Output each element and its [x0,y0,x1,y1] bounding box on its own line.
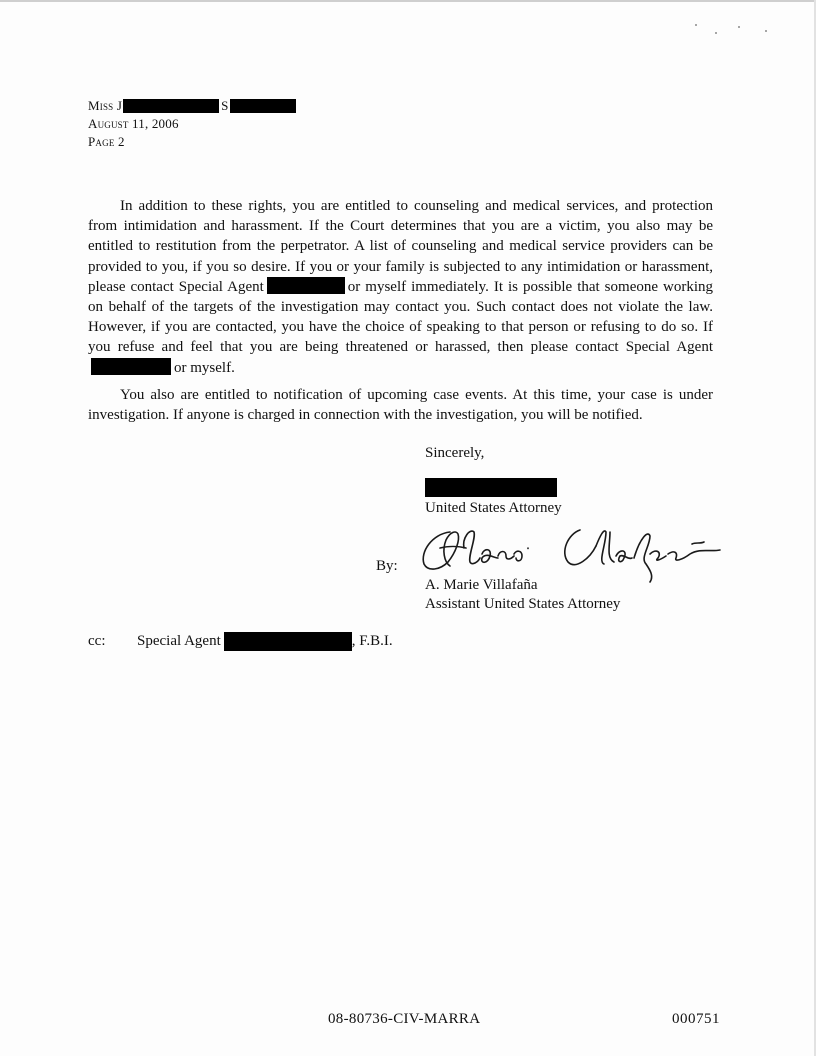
letter-date: August 11, 2006 [88,116,179,131]
cc-label: cc: [88,633,106,649]
cc-line [88,631,393,651]
paragraph-text: You also are entitled to notification of upcoming case events. At this time, your case is under investigation. If anyone is charged in connection with the investigation, you will be notified. [88,387,713,424]
scan-speck [695,24,697,26]
notification-paragraph [88,385,713,425]
paragraph-text: In addition to these rights, you are entitled to counseling and medical services, and protection from intimidation and harassment. If the Court determines that you are a victim, you also may be entitled to restitution from the perpetrator. A list of counseling and medical service providers can be provided to you, if you so desire. If you or your family is subjected to any intimidation or harassment, please contact Special Agent [88,198,713,295]
cc-recipient-prefix: Special Agent [137,633,221,649]
signer-title: Assistant United States Attorney [425,596,621,612]
recipient-initial: S [221,98,229,113]
closing-salutation: Sincerely, [425,445,485,461]
signer-name: A. Marie Villafaña [425,577,538,593]
redaction-bar [91,358,171,375]
redaction-bar [230,99,296,113]
paragraph-text: or myself. [174,359,235,376]
page-number: Page 2 [88,134,125,149]
bates-number: 000751 [672,1011,720,1027]
letter-header [88,97,296,151]
scan-edge-top [0,0,816,2]
redaction-bar [224,632,352,651]
scan-speck [738,26,740,28]
by-label: By: [376,558,398,574]
redaction-bar [267,277,345,294]
scan-speck [715,32,717,34]
office-title: United States Attorney [425,500,562,516]
redaction-bar [425,478,557,497]
scan-speck [765,30,767,32]
cc-recipient-suffix: , F.B.I. [351,633,393,649]
paragraph-text: or myself immediately. It is possible that someone working on behalf of the targets of the investigation may contact you. Such contact does not violate the law. However, if you are contacted, you have the choice of speaking to that person or refusing to do so. If you refuse and feel that you are being threatened or harassed, then please contact Special Agent [88,278,713,356]
recipient-prefix: Miss J [88,98,123,113]
case-number: 08-80736-CIV-MARRA [328,1011,481,1027]
redaction-bar [123,99,219,113]
rights-paragraph [88,196,713,378]
recipient-line [88,97,296,115]
